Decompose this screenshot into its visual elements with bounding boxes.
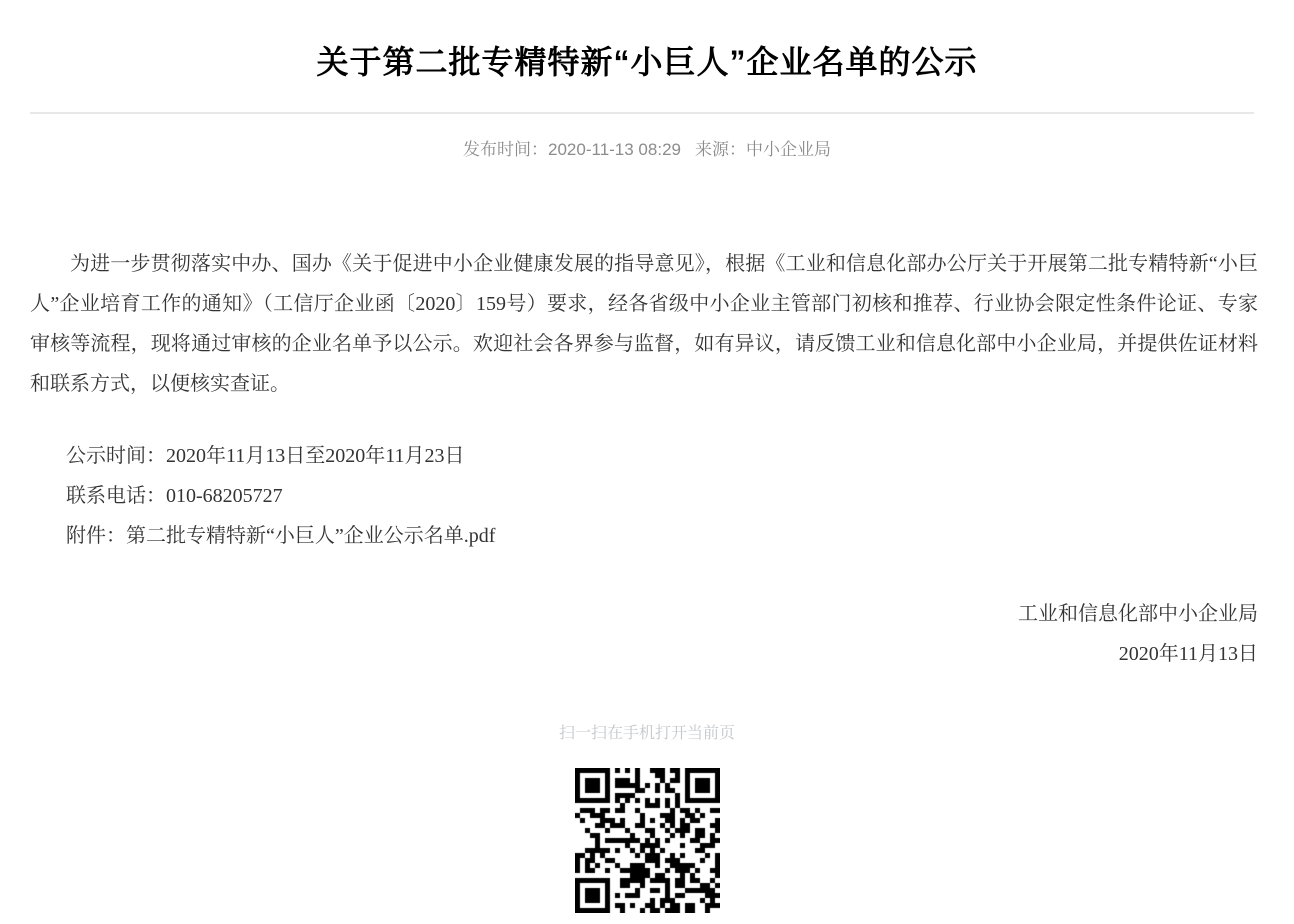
qr-hint-text: 扫一扫在手机打开当前页: [558, 725, 735, 742]
detail-label: 公示时间：: [66, 445, 166, 467]
detail-value: 010-68205727: [166, 485, 283, 507]
detail-row-contact-phone: [66, 476, 1258, 516]
attachment-link[interactable]: 第二批专精特新“小巨人”企业公示名单.pdf: [126, 525, 496, 547]
qr-code-icon: [575, 768, 720, 913]
detail-row-attachment: [66, 516, 1258, 556]
article-body: 为进一步贯彻落实中办、国办《关于促进中小企业健康发展的指导意见》，根据《工业和信息化部办公厅关于开展第二批专精特新“小巨人”企业培育工作的通知》（工信厅企业函〔2020〕159号）要求，经各省级中小企业主管部门初核和推荐、行业协会限定性条件论证、专家审核等流程，现将通过审核的企业名单予以公示。欢迎社会各界参与监督，如有异议，请反馈工业和信息化部中小企业局，并提供佐证材料和联系方式，以便核实查证。: [30, 253, 1258, 395]
title-divider: [30, 112, 1254, 114]
source-label: 来源：: [694, 140, 746, 159]
publish-time-label: 发布时间：: [463, 140, 549, 159]
detail-label: 联系电话：: [66, 485, 166, 507]
publish-meta: [0, 140, 1294, 160]
signature-date: 2020年11月13日: [1118, 643, 1258, 665]
signature-org: 工业和信息化部中小企业局: [1018, 603, 1258, 625]
detail-row-publicity-period: [66, 436, 1258, 476]
source-value: 中小企业局: [745, 140, 831, 159]
detail-value: 2020年11月13日至2020年11月23日: [166, 445, 465, 467]
qr-section: [0, 768, 1294, 918]
detail-list: [66, 436, 1258, 556]
signature-block: [0, 594, 1258, 674]
detail-label: 附件：: [66, 525, 126, 547]
page-title: 关于第二批专精特新“小巨人”企业名单的公示: [316, 44, 978, 80]
publish-time-value: 2020-11-13 08:29: [548, 140, 681, 159]
